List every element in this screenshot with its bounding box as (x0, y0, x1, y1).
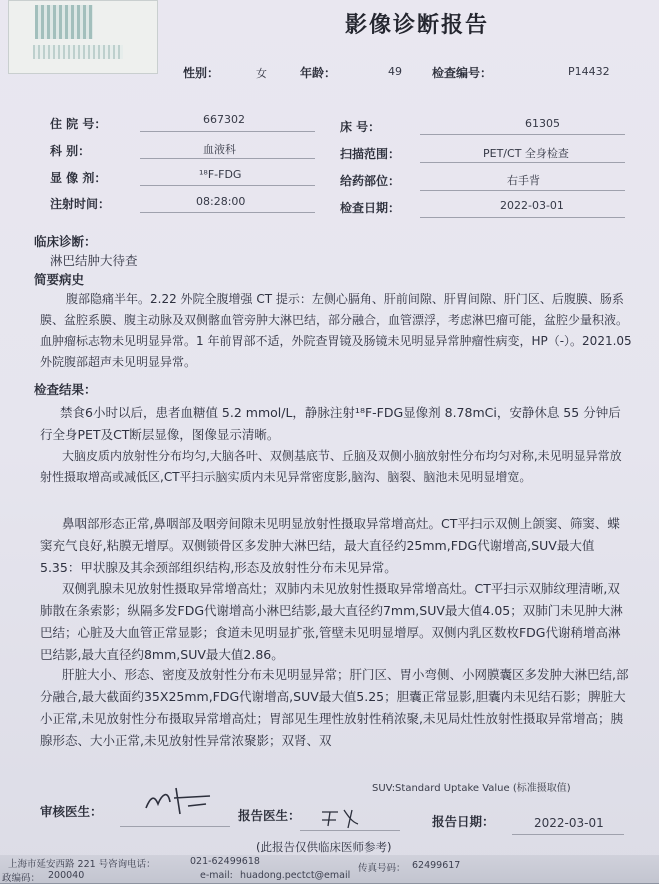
inpatient-no-value: 667302 (203, 113, 245, 126)
exam-date-label: 检查日期： (340, 201, 401, 215)
exam-no-label: 检查编号： (432, 66, 493, 80)
injection-time-value: 08:28:00 (196, 195, 246, 208)
gender-value: 女 (256, 67, 267, 80)
underline (120, 826, 230, 827)
underline (140, 212, 315, 213)
underline (140, 158, 315, 159)
inpatient-no-label: 住 院 号： (50, 117, 107, 131)
underline (512, 834, 624, 835)
tracer-label: 显 像 剂： (50, 171, 107, 185)
footer-postcode-label: 政编码： (2, 873, 41, 884)
dept-value: 血液科 (203, 143, 236, 156)
barcode-strip (33, 45, 123, 59)
footer-postcode: 200040 (48, 870, 85, 881)
injection-site-value: 右手背 (507, 174, 540, 187)
age-label: 年龄： (300, 66, 337, 80)
underline (140, 185, 315, 186)
footer-fax-label: 传真号码： (358, 863, 406, 874)
tracer-value: ¹⁸F-FDG (199, 168, 242, 181)
footer-email-label: e-mail: (200, 870, 233, 881)
results-paragraph-2: 大脑皮质内放射性分布均匀,大脑各叶、双侧基底节、丘脑及双侧小脑放射性分布均匀对称,未见明显异常放射性摄取增高或减低区,CT平扫示脑实质内未见异常密度影,脑沟、脑裂、脑池未见明显增宽。 (40, 449, 622, 484)
clinical-diagnosis-text: 淋巴结肿大待查 (50, 253, 138, 268)
gender-label: 性别： (183, 66, 220, 80)
injection-time-label: 注射时间： (50, 197, 111, 211)
clinical-diagnosis-heading: 临床诊断： (34, 234, 97, 249)
underline (420, 162, 625, 163)
underline (420, 217, 625, 218)
exam-no-value: P14432 (568, 65, 610, 78)
page-title: 影像诊断报告 (345, 13, 490, 38)
age-value: 49 (388, 65, 402, 78)
disclaimer: (此报告仅供临床医师参考) (256, 840, 392, 854)
underline (140, 131, 315, 132)
footer-phone: 021-62499618 (190, 856, 260, 867)
scan-range-value: PET/CT 全身检查 (483, 147, 569, 160)
reporter-label: 报告医生： (238, 808, 301, 823)
footer-fax: 62499617 (412, 860, 461, 871)
underline (420, 190, 625, 191)
suv-note: SUV:Standard Uptake Value (标准摄取值) (372, 783, 571, 794)
history-text: 腹部隐痛半年。2.22 外院全腹增强 CT 提示：左侧心膈角、肝前间隙、肝胃间隙、肝门区、后腹膜、肠系膜、盆腔系膜、腹主动脉及双侧髂血管旁肿大淋巴结，部分融合，血管漂浮，考虑淋巴瘤可能，盆腔少量积液。血肿瘤标志物未见明显异常。1 年前胃部不适，外院查胃镜及肠镜未见明显异常肿瘤性病变，HP（-）。2021.05 外院腹部超声未见明显异常。 (40, 292, 632, 369)
history-heading: 简要病史 (34, 272, 85, 287)
report-date-label: 报告日期： (432, 814, 495, 829)
footer-email: huadong.pectct@email (240, 870, 351, 881)
footer-address: 上海市延安西路 221 号咨询电话： (8, 859, 156, 870)
report-date-value: 2022-03-01 (534, 816, 604, 830)
results-heading: 检查结果： (34, 382, 97, 397)
barcode-sticker (8, 0, 158, 74)
results-paragraph-5: 肝脏大小、形态、密度及放射性分布未见明显异常；肝门区、胃小弯侧、小网膜囊区多发肿大淋巴结,部分融合,最大截面约35X25mm,FDG代谢增高,SUV最大值5.25；胆囊正常显影,胆囊内未见结石影；脾脏大小正常,未见放射性分布摄取异常增高灶；胃部见生理性放射性稍浓聚,未见局灶性放射性摄取异常增高；胰腺形态、大小正常,未见放射性异常浓聚影；双肾、双 (40, 667, 629, 748)
reviewer-label: 审核医生： (40, 804, 103, 819)
exam-date-value: 2022-03-01 (500, 199, 564, 212)
results-paragraph-1: 禁食6小时以后，患者血糖值 5.2 mmol/L，静脉注射¹⁸F-FDG显像剂 8.78mCi，安静休息 55 分钟后行全身PET及CT断层显像，图像显示清晰。 (40, 405, 621, 442)
results-paragraph-3: 鼻咽部形态正常,鼻咽部及咽旁间隙未见明显放射性摄取异常增高灶。CT平扫示双侧上颌窦、筛窦、蝶窦充气良好,粘膜无增厚。双侧锁骨区多发肿大淋巴结，最大直径约25mm,FDG代谢增高,SUV最大值5.35：甲状腺及其余颈部组织结构,形态及放射性分布未见异常。 (40, 516, 620, 575)
underline (300, 830, 400, 831)
barcode-graphic (35, 5, 93, 39)
bed-label: 床 号： (340, 120, 381, 134)
dept-label: 科 别： (50, 144, 91, 158)
reviewer-signature (140, 780, 220, 820)
scan-range-label: 扫描范围： (340, 147, 401, 161)
underline (420, 134, 625, 135)
injection-site-label: 给药部位： (340, 174, 401, 188)
reporter-signature (318, 804, 368, 832)
results-paragraph-4: 双侧乳腺未见放射性摄取异常增高灶；双肺内未见放射性摄取异常增高灶。CT平扫示双肺纹理清晰,双肺散在条索影；纵隔多发FDG代谢增高小淋巴结影,最大直径约7mm,SUV最大值4.05；双肺门未见肿大淋巴结；心脏及大血管正常显影；食道未见明显扩张,管壁未见明显增厚。双侧内乳区数枚FDG代谢稍增高淋巴结影,最大直径约8mm,SUV最大值2.86。 (40, 581, 623, 662)
bed-value: 61305 (525, 117, 560, 130)
